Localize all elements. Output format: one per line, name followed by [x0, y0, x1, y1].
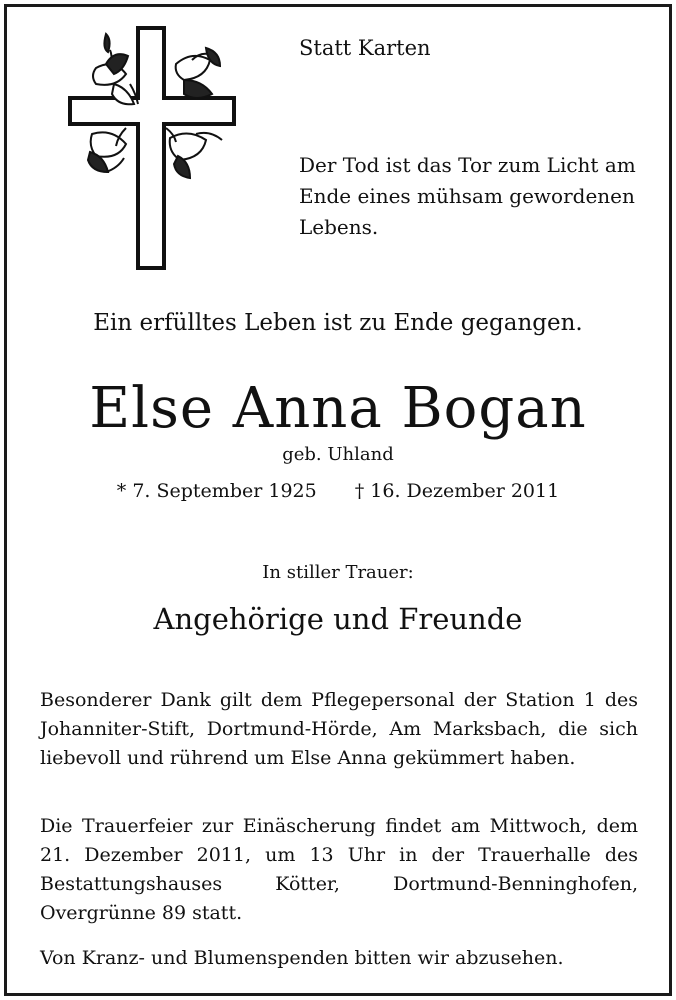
flowers-paragraph: Von Kranz- und Blumenspenden bitten wir abzusehen. — [40, 947, 564, 969]
deceased-name: Else Anna Bogan — [89, 376, 587, 441]
maiden-name: geb. Uhland — [282, 444, 394, 465]
quote-text: Der Tod ist das Tor zum Licht am Ende eines mühsam gewordenen Lebens. — [299, 153, 636, 239]
statt-karten-text: Statt Karten — [299, 36, 431, 60]
mourning-intro: In stiller Trauer: — [262, 562, 414, 583]
birth-date: * 7. September 1925 — [116, 480, 317, 502]
life-dates — [0, 480, 676, 502]
intro-text: Ein erfülltes Leben ist zu Ende gegangen. — [93, 310, 583, 336]
thanks-paragraph: Besonderer Dank gilt dem Pflegepersonal der Station 1 des Johanniter-Stift, Dortmund-Hörde, Am Marksbach, die sich liebevoll und rührend um Else Anna gekümmert haben. — [40, 689, 638, 769]
death-date: † 16. Dezember 2011 — [354, 480, 560, 502]
funeral-paragraph: Die Trauerfeier zur Einäscherung findet am Mittwoch, dem 21. Dezember 2011, um 13 Uhr in der Trauerhalle des Bestattungshauses Kötter, Dortmund-Benninghofen, Overgrünne 89 statt. — [40, 815, 638, 924]
mourners-names: Angehörige und Freunde — [153, 602, 523, 636]
cross-with-lilies-icon — [66, 24, 240, 274]
